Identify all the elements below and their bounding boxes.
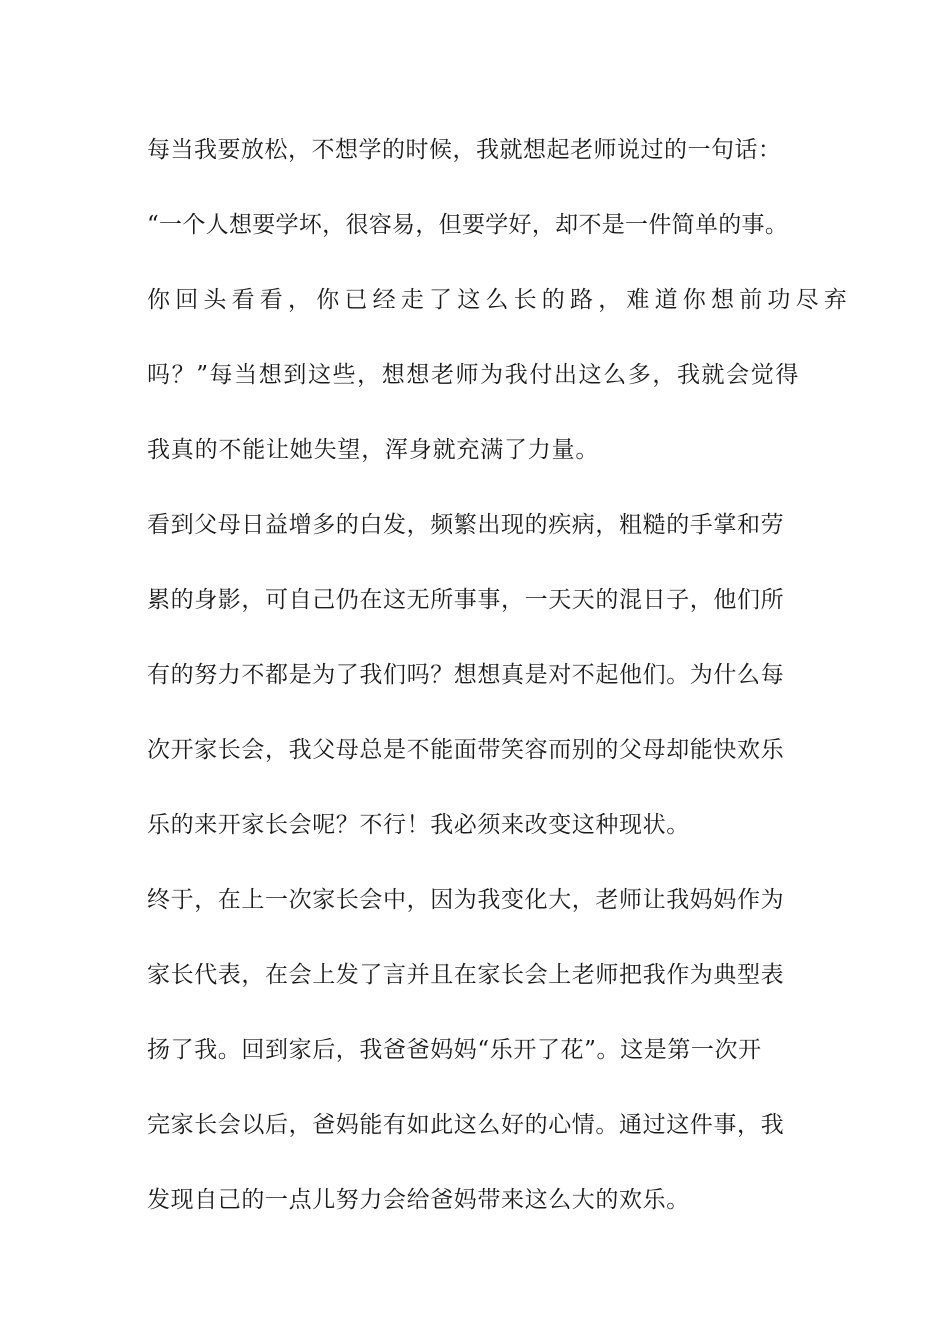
text-line: 次开家长会，我父母总是不能面带笑容而别的父母却能快欢乐 — [147, 737, 785, 763]
text-line: 发现自己的一点儿努力会给爸妈带来这么大的欢乐。 — [147, 1187, 690, 1213]
text-line: 家长代表，在会上发了言并且在家长会上老师把我作为典型表 — [147, 962, 785, 988]
text-line: 扬了我。回到家后，我爸爸妈妈“乐开了花”。这是第一次开 — [147, 1037, 762, 1063]
text-line: 终于，在上一次家长会中，因为我变化大，老师让我妈妈作为 — [147, 887, 785, 913]
text-line: 每当我要放松，不想学的时候，我就想起老师说过的一句话： — [147, 137, 782, 163]
text-line: 吗？”每当想到这些，想想老师为我付出这么多，我就会觉得 — [147, 362, 800, 388]
text-line: “一个人想要学坏，很容易，但要学好，却不是一件简单的事。 — [147, 212, 789, 238]
text-line: 有的努力不都是为了我们吗？想想真是对不起他们。为什么每 — [147, 662, 785, 688]
text-line: 完家长会以后，爸妈能有如此这么好的心情。通过这件事，我 — [147, 1112, 785, 1138]
text-line: 累的身影，可自己仍在这无所事事，一天天的混日子，他们所 — [147, 587, 785, 613]
text-line: 乐的来开家长会呢？不行！我必须来改变这种现状。 — [147, 812, 690, 838]
text-line: 看到父母日益增多的白发，频繁出现的疾病，粗糙的手掌和劳 — [147, 512, 785, 538]
text-line: 我真的不能让她失望，浑身就充满了力量。 — [147, 437, 600, 463]
text-line: 你回头看看，你已经走了这么长的路，难道你想前功尽弃 — [147, 287, 852, 313]
